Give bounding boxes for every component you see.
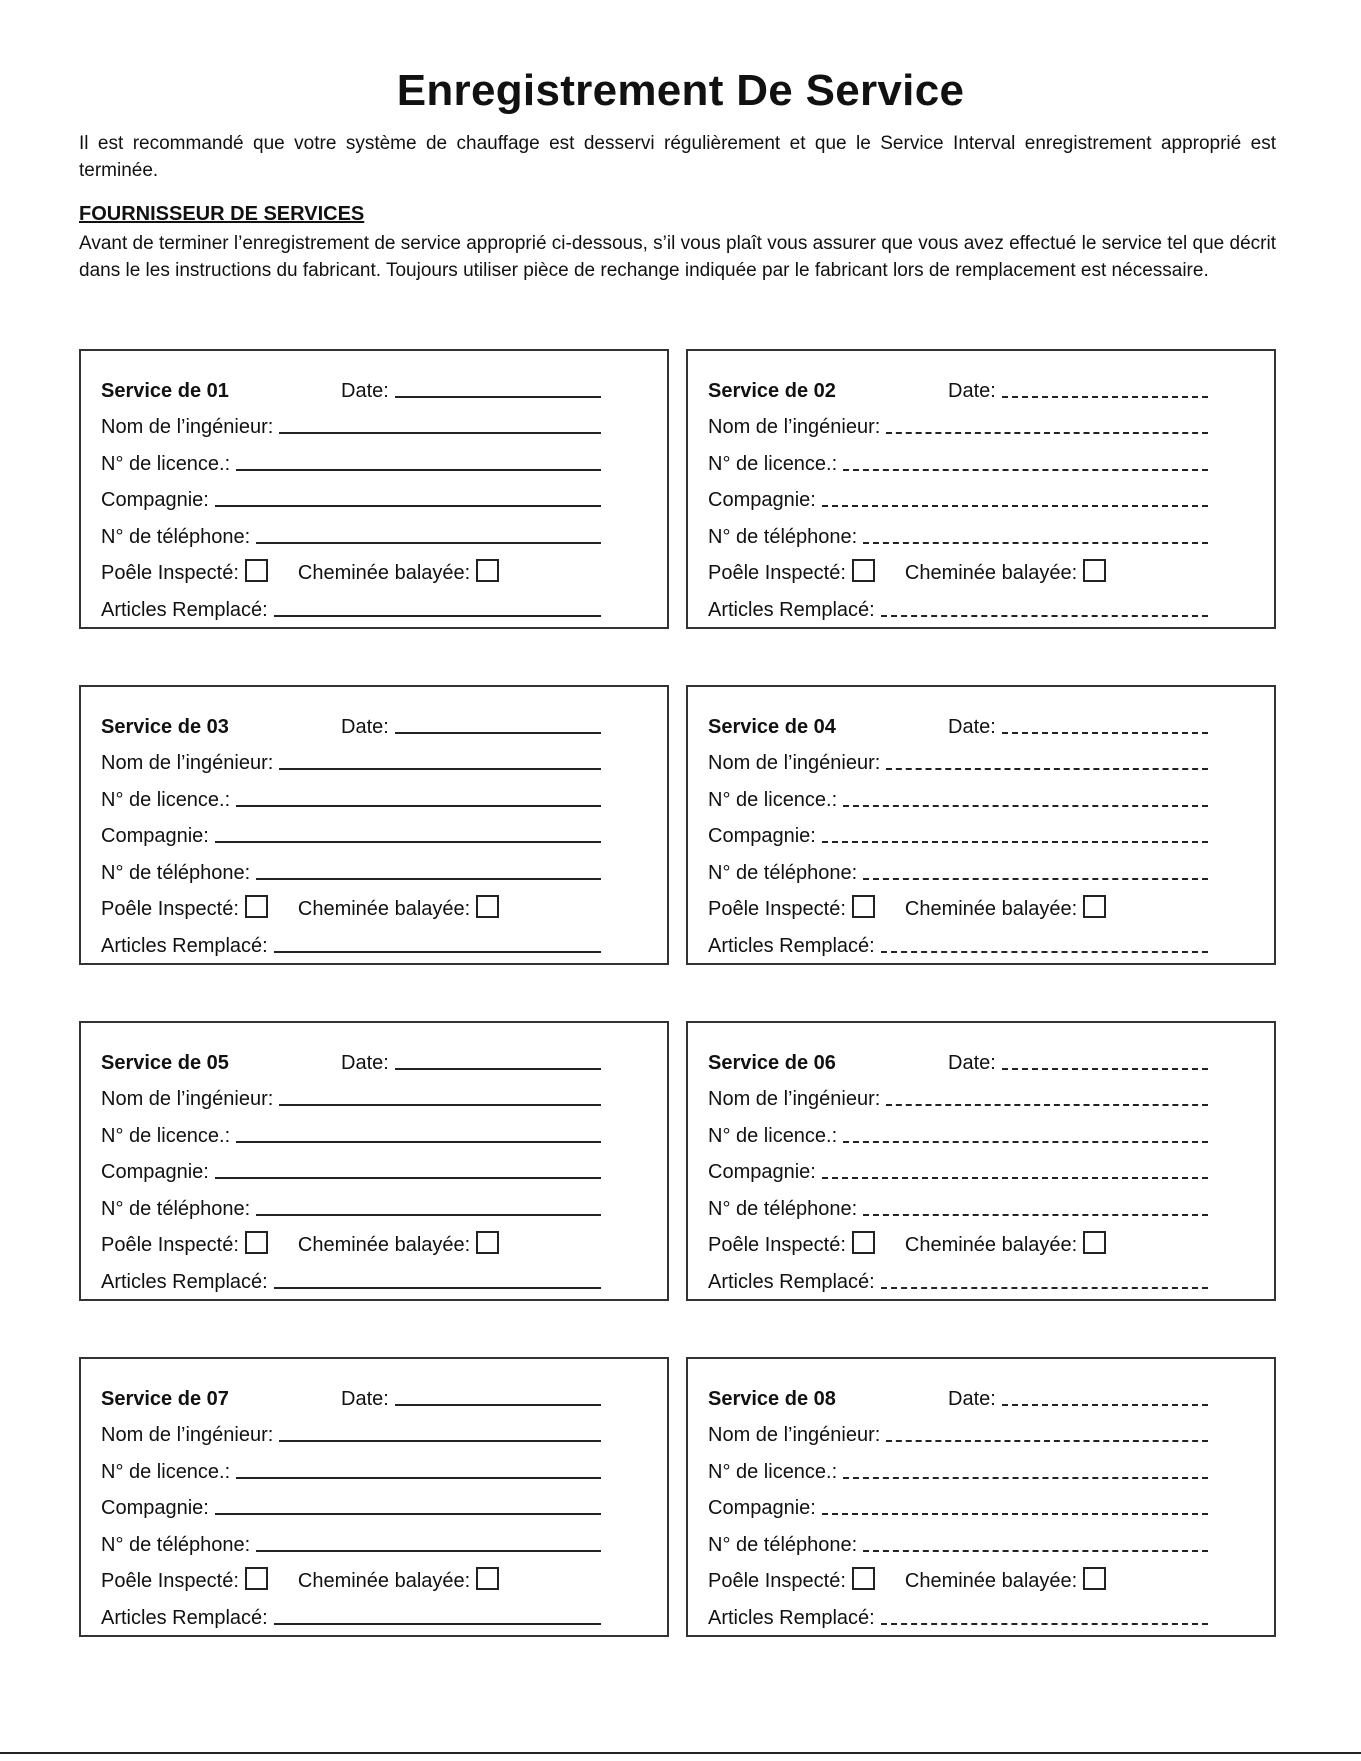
chimney-swept-checkbox[interactable] [1083, 1231, 1106, 1254]
service-record-card [686, 685, 1276, 965]
phone-label: N° de téléphone: [708, 1533, 858, 1556]
phone-field[interactable] [256, 1214, 601, 1216]
phone-label: N° de téléphone: [708, 1197, 858, 1220]
chimney-swept-label: Cheminée balayée: [297, 1570, 471, 1592]
stove-inspected-checkbox[interactable] [852, 1567, 875, 1590]
company-label: Compagnie: [708, 1497, 816, 1519]
service-record-card [79, 1357, 669, 1637]
date-label: Date: [948, 379, 996, 402]
company-label: Compagnie: [101, 489, 209, 511]
parts-replaced-label: Articles Remplacé: [101, 934, 268, 957]
chimney-swept-label: Cheminée balayée: [297, 562, 471, 584]
phone-field[interactable] [256, 878, 601, 880]
stove-inspected-checkbox[interactable] [852, 559, 875, 582]
licence-field[interactable] [236, 805, 601, 807]
company-field[interactable] [822, 1177, 1208, 1179]
licence-field[interactable] [843, 469, 1208, 471]
service-records-grid [79, 349, 1276, 1637]
stove-inspected-label: Poêle Inspecté: [708, 1570, 846, 1592]
company-field[interactable] [822, 1513, 1208, 1515]
licence-field[interactable] [236, 1477, 601, 1479]
service-record-card [79, 685, 669, 965]
page-bottom-rule [0, 1752, 1361, 1754]
engineer-field[interactable] [886, 1104, 1208, 1106]
date-field[interactable] [395, 732, 601, 734]
phone-label: N° de téléphone: [101, 861, 251, 884]
stove-inspected-checkbox[interactable] [245, 895, 268, 918]
phone-label: N° de téléphone: [708, 525, 858, 548]
chimney-swept-checkbox[interactable] [476, 895, 499, 918]
company-label: Compagnie: [101, 825, 209, 847]
service-number: Service de 05 [101, 1051, 229, 1074]
parts-replaced-field[interactable] [274, 951, 601, 953]
service-record-card [79, 1021, 669, 1301]
engineer-label: Nom de l’ingénieur: [708, 752, 881, 774]
parts-replaced-label: Articles Remplacé: [101, 1606, 268, 1629]
chimney-swept-checkbox[interactable] [1083, 895, 1106, 918]
parts-replaced-label: Articles Remplacé: [101, 598, 268, 621]
licence-label: N° de licence.: [101, 1460, 231, 1483]
licence-label: N° de licence.: [708, 788, 838, 811]
parts-replaced-label: Articles Remplacé: [708, 1270, 875, 1293]
parts-replaced-field[interactable] [881, 1623, 1208, 1625]
company-field[interactable] [215, 505, 601, 507]
licence-field[interactable] [843, 1141, 1208, 1143]
service-number: Service de 07 [101, 1387, 229, 1410]
licence-field[interactable] [843, 1477, 1208, 1479]
date-label: Date: [341, 715, 389, 738]
service-number: Service de 03 [101, 715, 229, 738]
engineer-label: Nom de l’ingénieur: [708, 1088, 881, 1110]
stove-inspected-label: Poêle Inspecté: [708, 898, 846, 920]
company-field[interactable] [822, 505, 1208, 507]
chimney-swept-checkbox[interactable] [1083, 559, 1106, 582]
chimney-swept-checkbox[interactable] [476, 1567, 499, 1590]
chimney-swept-label: Cheminée balayée: [904, 562, 1078, 584]
date-field[interactable] [1002, 732, 1208, 734]
company-field[interactable] [215, 1513, 601, 1515]
engineer-label: Nom de l’ingénieur: [101, 1088, 274, 1110]
service-record-card [686, 1021, 1276, 1301]
stove-inspected-checkbox[interactable] [245, 1567, 268, 1590]
parts-replaced-label: Articles Remplacé: [708, 598, 875, 621]
parts-replaced-field[interactable] [881, 615, 1208, 617]
stove-inspected-checkbox[interactable] [852, 895, 875, 918]
stove-inspected-label: Poêle Inspecté: [101, 562, 239, 584]
section-heading: FOURNISSEUR DE SERVICES [79, 203, 365, 225]
stove-inspected-checkbox[interactable] [245, 1231, 268, 1254]
engineer-label: Nom de l’ingénieur: [101, 1424, 274, 1446]
service-number: Service de 08 [708, 1387, 836, 1410]
engineer-label: Nom de l’ingénieur: [101, 752, 274, 774]
engineer-field[interactable] [279, 1104, 601, 1106]
chimney-swept-label: Cheminée balayée: [904, 898, 1078, 920]
chimney-swept-checkbox[interactable] [476, 559, 499, 582]
intro-text: Il est recommandé que votre système de chauffage est desservi régulièrement et que le Service Interval enregistrement approprié est terminée. [79, 133, 1276, 181]
section-text: Avant de terminer l’enregistrement de service approprié ci-dessous, s’il vous plaît vous assurer que vous avez effectué le service tel que décrit dans le les instructions du fabricant. Toujours utiliser pièce de rechange indiquée par le fabricant lors de remplacement est nécessaire. [79, 233, 1276, 281]
service-number: Service de 04 [708, 715, 836, 738]
phone-label: N° de téléphone: [101, 1197, 251, 1220]
company-label: Compagnie: [708, 825, 816, 847]
engineer-label: Nom de l’ingénieur: [101, 416, 274, 438]
engineer-field[interactable] [886, 432, 1208, 434]
phone-label: N° de téléphone: [101, 1533, 251, 1556]
company-field[interactable] [822, 841, 1208, 843]
company-field[interactable] [215, 841, 601, 843]
licence-label: N° de licence.: [708, 452, 838, 475]
parts-replaced-field[interactable] [274, 1623, 601, 1625]
service-number: Service de 02 [708, 379, 836, 402]
parts-replaced-label: Articles Remplacé: [101, 1270, 268, 1293]
service-record-card [686, 349, 1276, 629]
licence-label: N° de licence.: [708, 1124, 838, 1147]
licence-label: N° de licence.: [708, 1460, 838, 1483]
engineer-field[interactable] [886, 1440, 1208, 1442]
parts-replaced-field[interactable] [274, 1287, 601, 1289]
date-label: Date: [948, 1051, 996, 1074]
date-label: Date: [341, 379, 389, 402]
date-field[interactable] [1002, 1404, 1208, 1406]
phone-label: N° de téléphone: [101, 525, 251, 548]
engineer-label: Nom de l’ingénieur: [708, 416, 881, 438]
date-field[interactable] [1002, 1068, 1208, 1070]
phone-field[interactable] [863, 1550, 1208, 1552]
phone-field[interactable] [256, 1550, 601, 1552]
phone-field[interactable] [256, 542, 601, 544]
service-number: Service de 01 [101, 379, 229, 402]
parts-replaced-label: Articles Remplacé: [708, 934, 875, 957]
engineer-field[interactable] [279, 768, 601, 770]
engineer-field[interactable] [279, 1440, 601, 1442]
chimney-swept-label: Cheminée balayée: [904, 1570, 1078, 1592]
company-label: Compagnie: [101, 1497, 209, 1519]
company-label: Compagnie: [708, 489, 816, 511]
stove-inspected-label: Poêle Inspecté: [101, 1234, 239, 1256]
parts-replaced-field[interactable] [274, 615, 601, 617]
chimney-swept-label: Cheminée balayée: [297, 1234, 471, 1256]
phone-field[interactable] [863, 878, 1208, 880]
service-number: Service de 06 [708, 1051, 836, 1074]
date-label: Date: [341, 1051, 389, 1074]
date-field[interactable] [395, 396, 601, 398]
phone-label: N° de téléphone: [708, 861, 858, 884]
date-label: Date: [341, 1387, 389, 1410]
service-record-card [79, 349, 669, 629]
licence-label: N° de licence.: [101, 1124, 231, 1147]
engineer-field[interactable] [279, 432, 601, 434]
licence-label: N° de licence.: [101, 788, 231, 811]
date-label: Date: [948, 715, 996, 738]
stove-inspected-checkbox[interactable] [852, 1231, 875, 1254]
licence-field[interactable] [843, 805, 1208, 807]
company-field[interactable] [215, 1177, 601, 1179]
date-label: Date: [948, 1387, 996, 1410]
stove-inspected-label: Poêle Inspecté: [101, 1570, 239, 1592]
phone-field[interactable] [863, 1214, 1208, 1216]
stove-inspected-label: Poêle Inspecté: [708, 1234, 846, 1256]
page-title: Enregistrement De Service [396, 66, 965, 115]
chimney-swept-checkbox[interactable] [1083, 1567, 1106, 1590]
stove-inspected-label: Poêle Inspecté: [708, 562, 846, 584]
licence-label: N° de licence.: [101, 452, 231, 475]
stove-inspected-label: Poêle Inspecté: [101, 898, 239, 920]
chimney-swept-label: Cheminée balayée: [297, 898, 471, 920]
date-field[interactable] [1002, 396, 1208, 398]
engineer-field[interactable] [886, 768, 1208, 770]
engineer-label: Nom de l’ingénieur: [708, 1424, 881, 1446]
service-record-card [686, 1357, 1276, 1637]
company-label: Compagnie: [101, 1161, 209, 1183]
date-field[interactable] [395, 1404, 601, 1406]
phone-field[interactable] [863, 542, 1208, 544]
chimney-swept-checkbox[interactable] [476, 1231, 499, 1254]
chimney-swept-label: Cheminée balayée: [904, 1234, 1078, 1256]
parts-replaced-label: Articles Remplacé: [708, 1606, 875, 1629]
parts-replaced-field[interactable] [881, 951, 1208, 953]
company-label: Compagnie: [708, 1161, 816, 1183]
parts-replaced-field[interactable] [881, 1287, 1208, 1289]
stove-inspected-checkbox[interactable] [245, 559, 268, 582]
licence-field[interactable] [236, 469, 601, 471]
licence-field[interactable] [236, 1141, 601, 1143]
date-field[interactable] [395, 1068, 601, 1070]
